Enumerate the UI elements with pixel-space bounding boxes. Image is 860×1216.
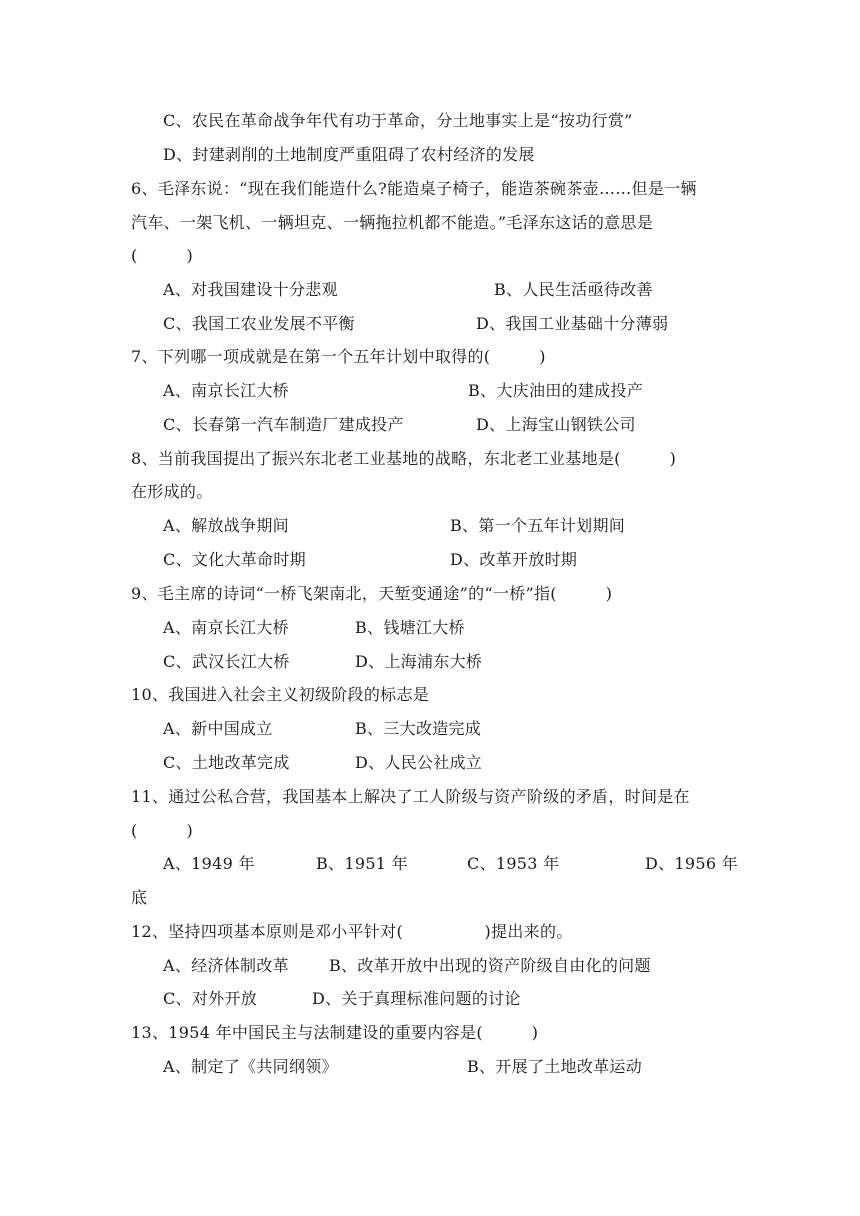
- q6-option-a: A、对我国建设十分悲观: [163, 280, 338, 299]
- q12-option-d: D、关于真理标准问题的讨论: [312, 989, 521, 1008]
- q8-option-b: B、第一个五年计划期间: [450, 516, 626, 535]
- q7-option-d: D、上海宝山钢铁公司: [476, 415, 636, 434]
- q10-stem: 10、我国进入社会主义初级阶段的标志是: [131, 685, 430, 704]
- q12-option-b: B、改革开放中出现的资产阶级自由化的问题: [329, 956, 651, 975]
- q7-stem: 7、下列哪一项成就是在第一个五年计划中取得的( ): [131, 347, 546, 366]
- q9-option-c: C、武汉长江大桥: [163, 652, 290, 671]
- q11-stem: 11、通过公私合营，我国基本上解决了工人阶级与资产阶级的矛盾，时间是在: [131, 787, 690, 806]
- q8-option-d: D、改革开放时期: [450, 550, 578, 569]
- q9-stem: 9、毛主席的诗词“一桥飞架南北，天堑变通途”的“一桥”指( ): [131, 584, 613, 603]
- q7-option-c: C、长春第一汽车制造厂建成投产: [163, 415, 404, 434]
- q8-stem-line-1: 8、当前我国提出了振兴东北老工业基地的战略，东北老工业基地是( ): [131, 449, 677, 468]
- q11-option-b: B、1951 年: [316, 854, 408, 873]
- q10-option-d: D、人民公社成立: [355, 753, 483, 772]
- q6-stem-line-1: 6、毛泽东说：“现在我们能造什么?能造桌子椅子，能造茶碗茶壶……但是一辆: [131, 179, 697, 198]
- q9-option-b: B、钱塘江大桥: [355, 618, 465, 637]
- q10-option-a: A、新中国成立: [163, 719, 273, 738]
- q10-option-c: C、土地改革完成: [163, 753, 290, 772]
- q6-option-c: C、我国工农业发展不平衡: [163, 314, 355, 333]
- q7-option-a: A、南京长江大桥: [163, 381, 289, 400]
- q11-option-d: D、1956 年: [645, 854, 739, 873]
- q12-option-c: C、对外开放: [163, 989, 258, 1008]
- q10-option-b: B、三大改造完成: [355, 719, 482, 738]
- q12-option-a: A、经济体制改革: [163, 956, 289, 975]
- q11-answer-blank: ( ): [131, 821, 193, 840]
- q13-option-b: B、开展了土地改革运动: [467, 1057, 643, 1076]
- q13-stem: 13、1954 年中国民主与法制建设的重要内容是( ): [131, 1023, 539, 1042]
- q8-option-c: C、文化大革命时期: [163, 550, 306, 569]
- q11-option-c: C、1953 年: [467, 854, 560, 873]
- q5-option-d: D、封建剥削的土地制度严重阻碍了农村经济的发展: [163, 145, 535, 164]
- q6-answer-blank: ( ): [131, 246, 193, 265]
- q11-option-a: A、1949 年: [163, 854, 255, 873]
- q6-option-d: D、我国工业基础十分薄弱: [476, 314, 669, 333]
- q13-option-a: A、制定了《共同纲领》: [163, 1057, 338, 1076]
- q6-stem-line-2: 汽车、一架飞机、一辆坦克、一辆拖拉机都不能造。”毛泽东这话的意思是: [131, 213, 654, 232]
- q7-option-b: B、大庆油田的建成投产: [468, 381, 644, 400]
- q5-option-c: C、农民在革命战争年代有功于革命，分土地事实上是“按功行赏”: [163, 111, 633, 130]
- q9-option-d: D、上海浦东大桥: [355, 652, 483, 671]
- q11-option-d-wrap: 底: [131, 888, 148, 907]
- q6-option-b: B、人民生活亟待改善: [494, 280, 653, 299]
- q12-stem: 12、坚持四项基本原则是邓小平针对( )提出来的。: [131, 922, 573, 941]
- q9-option-a: A、南京长江大桥: [163, 618, 289, 637]
- q8-option-a: A、解放战争期间: [163, 516, 289, 535]
- q8-stem-line-2: 在形成的。: [131, 482, 213, 501]
